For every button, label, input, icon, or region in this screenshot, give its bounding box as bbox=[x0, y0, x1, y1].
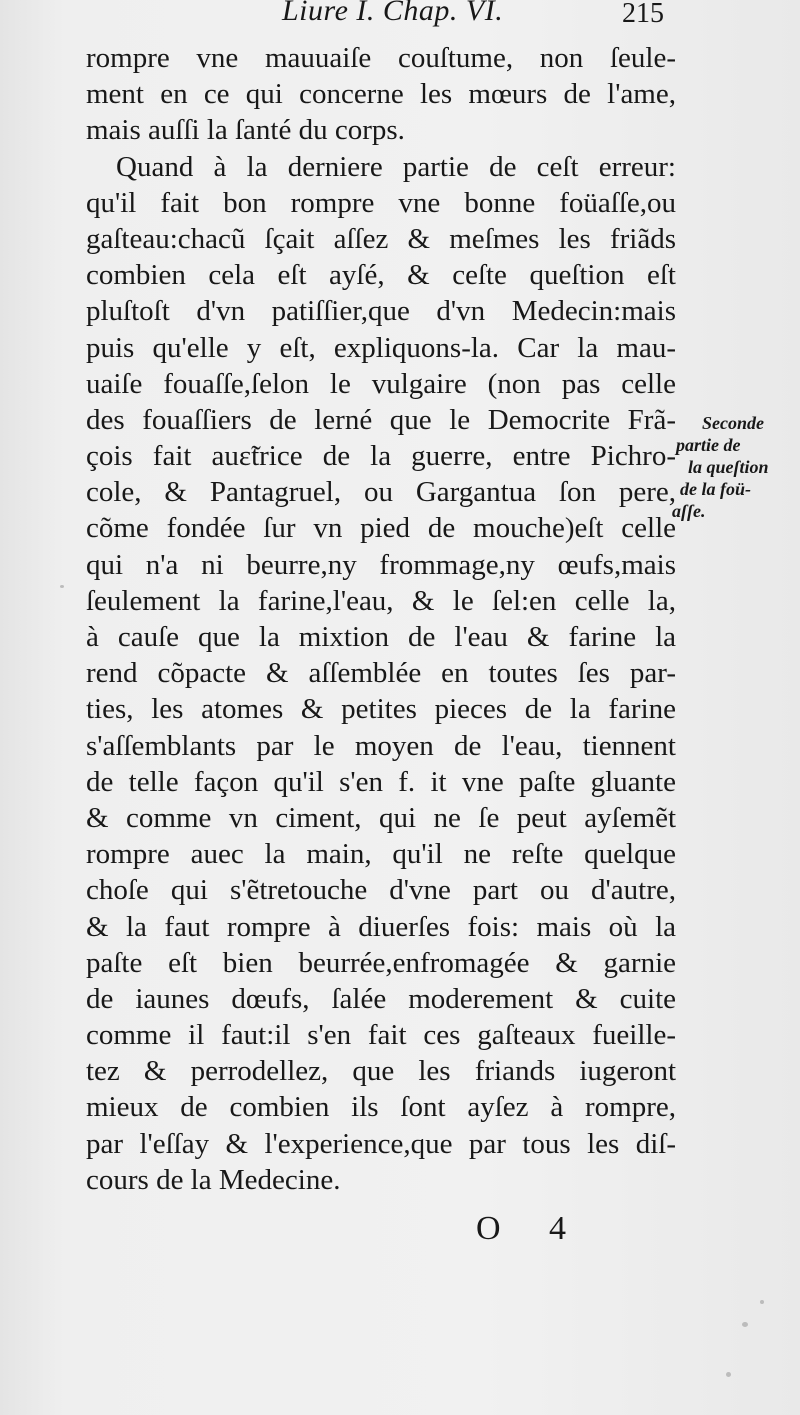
text-line: rompre auec la main, qu'il ne reſte quelque bbox=[86, 838, 676, 871]
text-line: mais auſſi la ſanté du corps. bbox=[86, 114, 405, 147]
text-line: uaiſe fouaſſe,ſelon le vulgaire (non pas celle bbox=[86, 367, 676, 400]
text-line: çois fait auɛ̃trice de la guerre, entre Pichro- bbox=[86, 440, 676, 473]
text-line: par l'eſſay & l'experience,que par tous les diſ- bbox=[86, 1127, 676, 1160]
text-line: paſte eſt bien beurrée,enfromagée & garnie bbox=[86, 946, 676, 979]
text-line: qu'il fait bon rompre vne bonne foüaſſe,ou bbox=[86, 186, 676, 219]
text-line: de iaunes dœufs, ſalée moderement & cuite bbox=[86, 982, 676, 1015]
paper-speck bbox=[60, 585, 64, 588]
paper-speck bbox=[760, 1300, 764, 1304]
text-line: ſeulement la farine,l'eau, & le ſel:en celle la, bbox=[86, 584, 676, 617]
text-line: & comme vn ciment, qui ne ſe peut ayſemẽt bbox=[86, 801, 676, 834]
text-line: choſe qui s'ẽtretouche d'vne part ou d'autre, bbox=[86, 874, 676, 907]
text-line: & la faut rompre à diuerſes fois: mais où la bbox=[86, 910, 676, 943]
text-line: rompre vne mauuaiſe couſtume, non ſeule- bbox=[86, 42, 676, 74]
page-number: 215 bbox=[622, 0, 664, 29]
text-line: gaſteau:chacũ ſçait aſſez & meſmes les friãds bbox=[86, 222, 676, 255]
text-line: puis qu'elle y eſt, expliquons-la. Car la mau- bbox=[86, 331, 676, 364]
marginal-note-line: aſſe. bbox=[672, 501, 706, 521]
text-line: ment en ce qui concerne les mœurs de l'ame, bbox=[86, 78, 676, 111]
text-line: cours de la Medecine. bbox=[86, 1163, 341, 1196]
marginal-note-line: de la foü- bbox=[680, 479, 751, 499]
text-line: ties, les atomes & petites pieces de la farine bbox=[86, 693, 676, 726]
marginal-note bbox=[672, 412, 790, 522]
text-line: cõme fondée ſur vn pied de mouche)eſt celle bbox=[86, 512, 676, 545]
text-line: rend cõpacte & aſſemblée en toutes ſes par- bbox=[86, 657, 676, 690]
signature-mark: O 4 bbox=[476, 1210, 587, 1247]
text-line: mieux de combien ils ſont ayſez à rompre, bbox=[86, 1091, 676, 1124]
text-line: de telle façon qu'il s'en f. it vne paſte gluante bbox=[86, 765, 676, 798]
marginal-note-line: Seconde bbox=[702, 413, 764, 433]
text-line: qui n'a ni beurre,ny frommage,ny œufs,mais bbox=[86, 548, 676, 581]
main-text-block bbox=[86, 40, 676, 1198]
text-line: combien cela eſt ayſé, & ceſte queſtion eſt bbox=[86, 259, 676, 292]
text-line: à cauſe que la mixtion de l'eau & farine la bbox=[86, 621, 676, 653]
text-line: des fouaſſiers de lerné que le Democrite Frã- bbox=[86, 403, 676, 436]
paper-speck bbox=[742, 1322, 748, 1327]
page-header bbox=[0, 0, 800, 34]
text-line: Quand à la derniere partie de ceſt erreur: bbox=[116, 150, 676, 183]
marginal-note-line: la queſtion bbox=[688, 457, 769, 477]
text-line: s'aſſemblants par le moyen de l'eau, tiennent bbox=[86, 729, 676, 762]
text-line: cole, & Pantagruel, ou Gargantua ſon pere, bbox=[86, 476, 676, 509]
text-line: pluſtoſt d'vn patiſſier,que d'vn Medecin:mais bbox=[86, 295, 676, 328]
marginal-note-line: partie de bbox=[676, 435, 741, 455]
paper-speck bbox=[726, 1372, 731, 1377]
text-line: tez & perrodellez, que les friands iugeront bbox=[86, 1055, 676, 1088]
running-head: Liure I. Chap. VI. bbox=[282, 0, 504, 27]
text-line: comme il faut:il s'en fait ces gaſteaux fueille- bbox=[86, 1019, 676, 1052]
